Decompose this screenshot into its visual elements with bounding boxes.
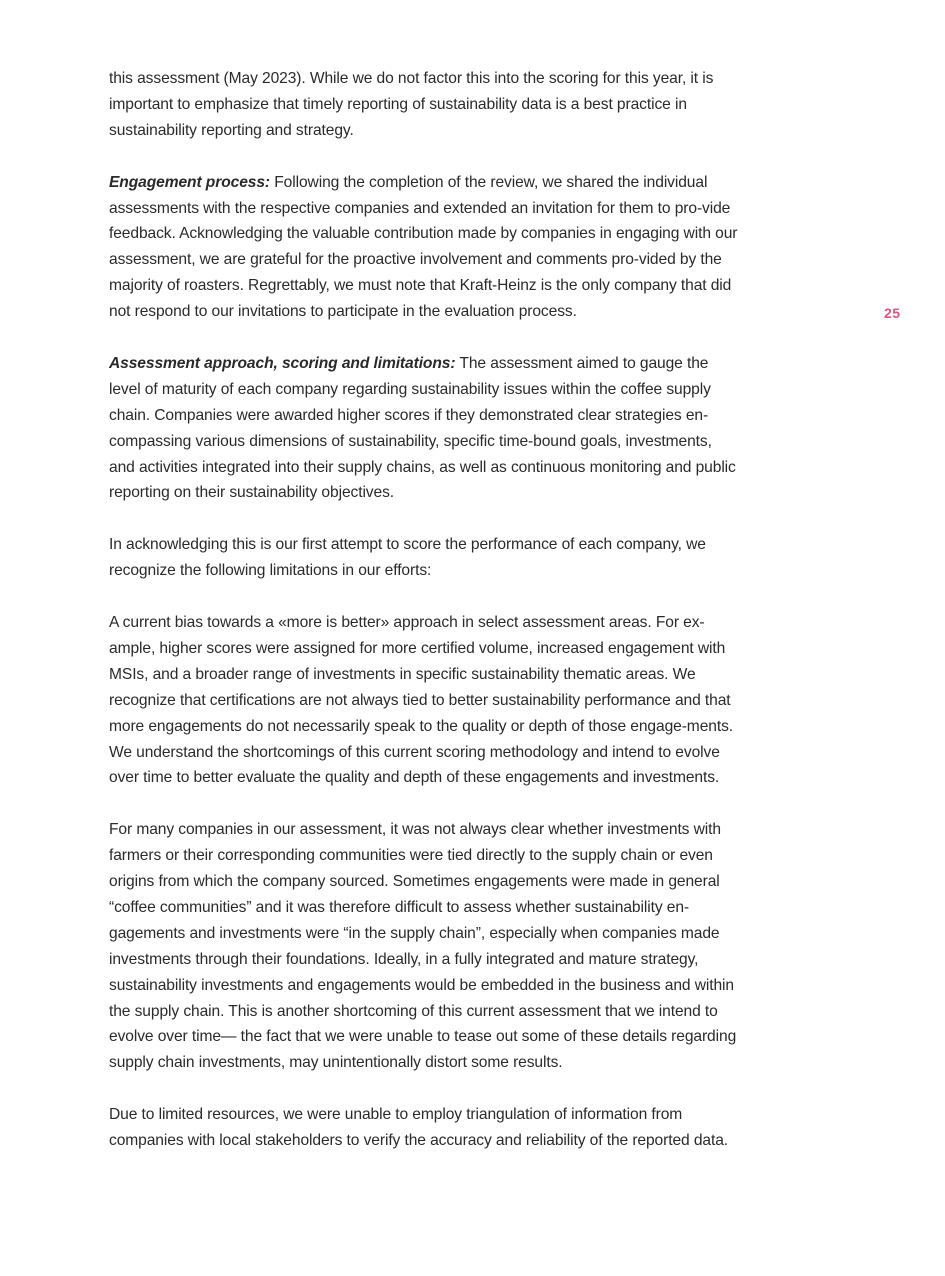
page-number: 25 <box>884 305 901 321</box>
assessment-approach-heading: Assessment approach, scoring and limitations: <box>109 354 456 372</box>
engagement-process-text: Following the completion of the review, we shared the individual assessments with the respective companies and extended an invitation for them to pro-vide feedback. Acknowledging the valuable contribution made by companies in engaging with our assessment, we are grateful for the proactive involvement and comments pro-vided by the majority of roasters. Regrettably, we must note that Kraft-Heinz is the only company that did not respond to our invitations to participate in the evaluation process. <box>109 173 738 321</box>
body-text <box>109 66 739 1154</box>
assessment-approach-text: The assessment aimed to gauge the level of maturity of each company regarding sustainability issues within the coffee supply chain. Companies were awarded higher scores if they demonstrated clear strategies en-compassing various dimensions of sustainability, specific time-bound goals, investments, and activities integrated into their supply chains, as well as continuous monitoring and public reporting on their sustainability objectives. <box>109 354 736 502</box>
paragraph-engagement-process <box>109 170 739 325</box>
paragraph-limitations-intro: In acknowledging this is our first attempt to score the performance of each company, we recognize the following limitations in our efforts: <box>109 536 706 580</box>
paragraph-limitation-bias: A current bias towards a «more is better» approach in select assessment areas. For ex-ample, higher scores were assigned for more certified volume, increased engagement with MSIs, and a broader range of investments in specific sustainability thematic areas. We recognize that certifications are not always tied to better sustainability performance and that more engagements do not necessarily speak to the quality or depth of those engage-ments. We understand the shortcomings of this current scoring methodology and intend to evolve over time to better evaluate the quality and depth of these engagements and investments. <box>109 613 734 787</box>
engagement-process-heading: Engagement process: <box>109 173 271 191</box>
paragraph-limitation-investments: For many companies in our assessment, it was not always clear whether investments with farmers or their corresponding communities were tied directly to the supply chain or even origins from which the company sourced. Sometimes engagements were made in general “coffee communities” and it was therefore difficult to assess whether sustainability en-gagements and investments were “in the supply chain”, especially when companies made investments through their foundations. Ideally, in a fully integrated and mature strategy, sustainability investments and engagements would be embedded in the business and within the supply chain. This is another shortcoming of this current assessment that we intend to evolve over time— the fact that we were unable to tease out some of these details regarding supply chain investments, may unintentionally distort some results. <box>109 821 737 1072</box>
paragraph-limitation-resources: Due to limited resources, we were unable to employ triangulation of information from companies with local stakeholders to verify the accuracy and reliability of the reported data. <box>109 1106 729 1150</box>
paragraph-assessment-approach <box>109 351 739 506</box>
paragraph-reporting-timeliness: this assessment (May 2023). While we do not factor this into the scoring for this year, it is important to emphasize that timely reporting of sustainability data is a best practice in sustainability reporting and strategy. <box>109 70 714 139</box>
